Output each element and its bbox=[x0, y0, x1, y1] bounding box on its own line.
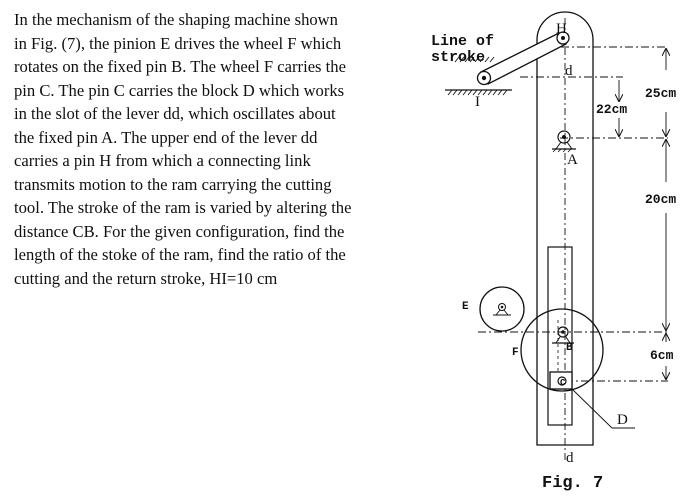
dim-25-label: 25cm bbox=[645, 86, 677, 101]
problem-line: In the mechanism of the shaping machine shown bbox=[14, 10, 338, 29]
label-c: C bbox=[560, 378, 566, 388]
problem-line: distance CB. For the given configuration, find the bbox=[14, 221, 345, 241]
label-d-top: d bbox=[565, 63, 573, 79]
label-d: D bbox=[617, 412, 628, 428]
dim-6-label: 6cm bbox=[650, 348, 674, 363]
pinion-e bbox=[480, 287, 524, 331]
label-i: I bbox=[475, 94, 480, 110]
problem-line: in Fig. (7), the pinion E drives the wheel F which bbox=[14, 33, 342, 53]
problem-line: tool. The stroke of the ram is varied by altering the bbox=[14, 198, 352, 217]
figure-caption: Fig. 7 bbox=[542, 474, 604, 493]
problem-line: transmits motion to the ram carrying the cutting bbox=[14, 174, 332, 194]
problem-line: pin C. The pin C carries the block D which works bbox=[14, 80, 345, 100]
problem-line: in the slot of the lever dd, which oscillates about bbox=[14, 104, 336, 123]
label-b: B bbox=[566, 342, 573, 354]
fixed-pin-b bbox=[552, 327, 574, 343]
label-f: F bbox=[512, 347, 519, 359]
problem-line: the fixed pin A. The upper end of the lever dd bbox=[14, 127, 318, 147]
fixed-pin-a bbox=[552, 131, 576, 152]
problem-line: length of the stoke of the ram, find the ratio of the bbox=[14, 245, 346, 264]
pin-i-center bbox=[482, 76, 486, 80]
problem-line: cutting and the return stroke, HI=10 cm bbox=[14, 268, 278, 288]
line-of-stroke-label: stroke bbox=[431, 49, 486, 66]
label-e: E bbox=[462, 301, 469, 313]
label-h: H bbox=[556, 21, 567, 37]
dim-22-label: 22cm bbox=[596, 102, 628, 117]
label-a: A bbox=[567, 152, 578, 168]
problem-line: carries a pin H from which a connecting link bbox=[14, 151, 311, 170]
dim-20-label: 20cm bbox=[645, 192, 677, 207]
d-leader bbox=[572, 389, 612, 428]
problem-line: rotates on the fixed pin B. The wheel F carries the bbox=[14, 57, 346, 76]
line-of-stroke-label: Line of bbox=[431, 33, 495, 50]
pinion-e-center bbox=[493, 304, 511, 316]
label-d-bottom: d bbox=[566, 450, 574, 466]
